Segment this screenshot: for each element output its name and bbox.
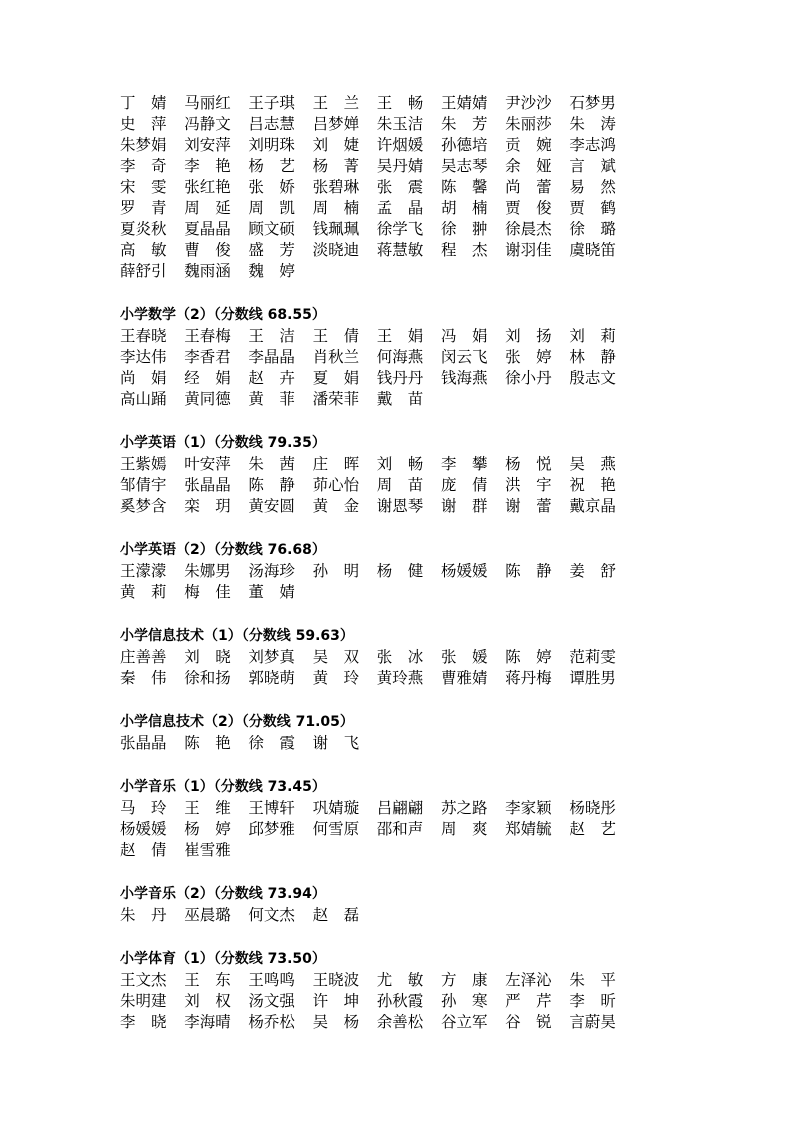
candidate-name: 尤 敏 [376,971,424,989]
candidate-name: 黄 菲 [248,390,295,408]
candidate-name: 张 震 [376,178,424,196]
candidate-name: 吴志琴 [440,157,488,175]
candidate-name: 林 静 [569,348,616,366]
candidate-name: 尚 娟 [120,369,167,387]
candidate-name: 谢羽佳 [505,241,552,259]
candidate-name: 叶安萍 [184,455,231,473]
candidate-name: 李志鸿 [569,136,616,154]
candidate-name: 孙德培 [440,136,488,154]
section-5 [120,712,640,754]
name-row [120,389,640,410]
candidate-name: 钱丹丹 [376,369,424,387]
candidate-name: 冯 娟 [440,327,488,345]
candidate-name: 杨 悦 [505,455,552,473]
candidate-name: 周 凯 [248,199,295,217]
name-row [120,970,640,991]
candidate-name: 王春梅 [184,327,231,345]
candidate-name: 董 婧 [248,583,295,601]
candidate-name: 姜 舒 [569,562,616,580]
candidate-name: 尹沙沙 [505,94,552,112]
section-3 [120,540,640,603]
candidate-name: 丁 婧 [120,94,167,112]
candidate-name: 栾 玥 [184,497,231,515]
section-8 [120,949,640,1033]
candidate-name: 王濛濛 [120,562,167,580]
candidate-name: 王紫嫣 [120,455,167,473]
name-row [120,475,640,496]
candidate-name: 黄 玲 [312,669,360,687]
candidate-name: 贾 鹤 [569,199,616,217]
candidate-name: 程 杰 [440,241,488,259]
candidate-name: 夏晶晶 [184,220,231,238]
name-row [120,1012,640,1033]
name-row [120,261,640,282]
candidate-name: 李 奇 [120,157,167,175]
candidate-name: 石梦男 [569,94,616,112]
candidate-name: 吴 杨 [312,1013,360,1031]
candidate-name: 李家颖 [505,799,552,817]
candidate-name: 朱玉洁 [376,115,424,133]
candidate-name: 王文杰 [120,971,167,989]
candidate-name: 王 维 [184,799,231,817]
name-row [120,840,640,861]
section-0 [120,93,640,282]
candidate-name: 赵 倩 [120,841,167,859]
name-row [120,198,640,219]
section-heading: 小学体育（1）（分数线 73.50） [120,951,326,967]
candidate-name: 黄玲燕 [376,669,424,687]
candidate-name: 刘 扬 [505,327,552,345]
candidate-name: 张碧琳 [312,178,360,196]
candidate-name: 崔雪雅 [184,841,231,859]
candidate-name: 钱海燕 [440,369,488,387]
candidate-name: 吕翩翩 [376,799,424,817]
candidate-name: 严 芹 [505,992,552,1010]
candidate-name: 魏 婷 [248,262,295,280]
candidate-name: 杨乔松 [248,1013,295,1031]
candidate-name: 孙 明 [312,562,360,580]
candidate-name: 张 媛 [440,648,488,666]
candidate-name: 杨媛媛 [440,562,488,580]
candidate-name: 盛 芳 [248,241,295,259]
candidate-name: 黄 金 [312,497,360,515]
section-heading: 小学英语（2）（分数线 76.68） [120,542,326,558]
candidate-name: 谢 群 [440,497,488,515]
candidate-name: 邹倩宇 [120,476,167,494]
candidate-name: 赵 卉 [248,369,295,387]
candidate-name: 王 兰 [312,94,360,112]
candidate-name: 张 冰 [376,648,424,666]
candidate-name: 谢 飞 [312,734,360,752]
candidate-name: 经 娟 [184,369,231,387]
candidate-name: 孟 晶 [376,199,424,217]
candidate-name: 李达伟 [120,348,167,366]
section-heading: 小学音乐（1）（分数线 73.45） [120,779,326,795]
section-1 [120,305,640,410]
candidate-name: 茆心怡 [312,476,360,494]
name-row [120,368,640,389]
name-row [120,177,640,198]
candidate-name: 史 萍 [120,115,167,133]
candidate-name: 汤海珍 [248,562,295,580]
candidate-name: 汤文强 [248,992,295,1010]
name-row [120,582,640,603]
section-heading: 小学英语（1）（分数线 79.35） [120,435,326,451]
candidate-name: 薛舒引 [120,262,167,280]
candidate-name: 张晶晶 [120,734,167,752]
candidate-name: 宋 雯 [120,178,167,196]
candidate-name: 左泽沁 [505,971,552,989]
section-heading: 小学音乐（2）（分数线 73.94） [120,886,326,902]
candidate-name: 刘 畅 [376,455,424,473]
candidate-name: 陈 婷 [505,648,552,666]
candidate-name: 王博轩 [248,799,295,817]
candidate-name: 王鸣鸣 [248,971,295,989]
candidate-name: 谷 锐 [505,1013,552,1031]
candidate-name: 郑婧毓 [505,820,552,838]
section-2 [120,433,640,517]
candidate-name: 朱 平 [569,971,616,989]
candidate-name: 谷立军 [440,1013,488,1031]
candidate-name: 言 斌 [569,157,616,175]
candidate-name: 徐学飞 [376,220,424,238]
candidate-name: 秦 伟 [120,669,167,687]
candidate-name: 朱 茜 [248,455,295,473]
candidate-name: 何雪原 [312,820,360,838]
name-row [120,240,640,261]
name-row [120,347,640,368]
name-row [120,819,640,840]
candidate-name: 巩婧璇 [312,799,360,817]
candidate-name: 高山踊 [120,390,167,408]
candidate-name: 谢恩琴 [376,497,424,515]
candidate-name: 王子琪 [248,94,295,112]
candidate-name: 张红艳 [184,178,231,196]
candidate-name: 朱梦娟 [120,136,167,154]
candidate-name: 吕志慧 [248,115,295,133]
name-row [120,219,640,240]
candidate-name: 王 倩 [312,327,360,345]
candidate-name: 祝 艳 [569,476,616,494]
candidate-name: 何海燕 [376,348,424,366]
candidate-name: 徐和扬 [184,669,231,687]
candidate-name: 顾文硕 [248,220,295,238]
candidate-name: 高 敏 [120,241,167,259]
candidate-name: 王晓波 [312,971,360,989]
candidate-name: 刘明珠 [248,136,295,154]
candidate-name: 吴 燕 [569,455,616,473]
candidate-name: 杨 菁 [312,157,360,175]
candidate-name: 余 娅 [505,157,552,175]
name-row [120,798,640,819]
candidate-name: 李海晴 [184,1013,231,1031]
candidate-name: 梅 佳 [184,583,231,601]
candidate-name: 陈 艳 [184,734,231,752]
section-6 [120,777,640,861]
candidate-name: 王 畅 [376,94,424,112]
candidate-name: 邵和声 [376,820,424,838]
section-heading: 小学信息技术（2）（分数线 71.05） [120,714,354,730]
candidate-name: 张 娇 [248,178,295,196]
candidate-name: 许 坤 [312,992,360,1010]
candidate-name: 何文杰 [248,906,295,924]
candidate-name: 吕梦婵 [312,115,360,133]
name-row [120,733,640,754]
candidate-name: 蒋慧敏 [376,241,424,259]
candidate-name: 徐 翀 [440,220,488,238]
candidate-name: 方 康 [440,971,488,989]
candidate-name: 巫晨璐 [184,906,231,924]
candidate-name: 魏雨涵 [184,262,231,280]
candidate-name: 赵 磊 [312,906,360,924]
candidate-name: 王 洁 [248,327,295,345]
candidate-name: 王 东 [184,971,231,989]
candidate-name: 孙 寒 [440,992,488,1010]
candidate-name: 黄安圆 [248,497,295,515]
candidate-name: 徐 霞 [248,734,295,752]
candidate-name: 曹 俊 [184,241,231,259]
candidate-name: 戴京晶 [569,497,616,515]
candidate-name: 杨 艺 [248,157,295,175]
section-heading: 小学数学（2）（分数线 68.55） [120,307,326,323]
candidate-name: 庄善善 [120,648,167,666]
candidate-name: 李 昕 [569,992,616,1010]
candidate-name: 王 娟 [376,327,424,345]
name-row [120,561,640,582]
candidate-name: 罗 青 [120,199,167,217]
candidate-name: 徐 璐 [569,220,616,238]
candidate-name: 吴 双 [312,648,360,666]
section-heading: 小学信息技术（1）（分数线 59.63） [120,628,354,644]
candidate-name: 许烟媛 [376,136,424,154]
candidate-name: 朱娜男 [184,562,231,580]
candidate-name: 张 婷 [505,348,552,366]
candidate-name: 周 延 [184,199,231,217]
candidate-name: 马 玲 [120,799,167,817]
candidate-name: 潘荣菲 [312,390,360,408]
candidate-name: 刘 晓 [184,648,231,666]
name-row [120,156,640,177]
candidate-name: 刘 权 [184,992,231,1010]
candidate-name: 朱 涛 [569,115,616,133]
candidate-name: 庄 晖 [312,455,360,473]
candidate-name: 孙秋霞 [376,992,424,1010]
candidate-name: 刘 婕 [312,136,360,154]
candidate-name: 李晶晶 [248,348,295,366]
candidate-name: 周 苗 [376,476,424,494]
candidate-name: 淡晓迪 [312,241,360,259]
candidate-name: 刘安萍 [184,136,231,154]
name-row [120,93,640,114]
candidate-name: 李香君 [184,348,231,366]
candidate-name: 马丽红 [184,94,231,112]
candidate-name: 周 爽 [440,820,488,838]
section-4 [120,626,640,689]
candidate-name: 夏 娟 [312,369,360,387]
candidate-name: 杨媛媛 [120,820,167,838]
candidate-name: 黄 莉 [120,583,167,601]
candidate-name: 余善松 [376,1013,424,1031]
candidate-name: 谢 蕾 [505,497,552,515]
candidate-name: 徐小丹 [505,369,552,387]
candidate-name: 周 楠 [312,199,360,217]
candidate-name: 谭胜男 [569,669,616,687]
name-row [120,647,640,668]
candidate-name: 易 然 [569,178,616,196]
candidate-name: 王婧婧 [440,94,488,112]
name-row [120,135,640,156]
name-row [120,991,640,1012]
candidate-name: 赵 艺 [569,820,616,838]
candidate-name: 苏之路 [440,799,488,817]
candidate-name: 曹雅婧 [440,669,488,687]
candidate-name: 朱 丹 [120,906,167,924]
candidate-name: 庞 倩 [440,476,488,494]
candidate-name: 杨 婷 [184,820,231,838]
candidate-name: 李 艳 [184,157,231,175]
candidate-name: 杨晓彤 [569,799,616,817]
name-row [120,905,640,926]
candidate-name: 范莉雯 [569,648,616,666]
candidate-name: 戴 苗 [376,390,424,408]
document-body [120,93,640,1056]
candidate-name: 洪 宇 [505,476,552,494]
candidate-name: 言蔚昊 [569,1013,616,1031]
candidate-name: 王春晓 [120,327,167,345]
candidate-name: 钱珮珮 [312,220,360,238]
candidate-name: 黄同德 [184,390,231,408]
candidate-name: 陈 静 [505,562,552,580]
candidate-name: 贡 婉 [505,136,552,154]
name-row [120,454,640,475]
candidate-name: 刘梦真 [248,648,295,666]
candidate-name: 郭晓萌 [248,669,295,687]
candidate-name: 闵云飞 [440,348,488,366]
candidate-name: 朱丽莎 [505,115,552,133]
candidate-name: 刘 莉 [569,327,616,345]
candidate-name: 李 晓 [120,1013,167,1031]
candidate-name: 奚梦含 [120,497,167,515]
candidate-name: 肖秋兰 [312,348,360,366]
candidate-name: 吴丹婧 [376,157,424,175]
candidate-name: 朱明建 [120,992,167,1010]
candidate-name: 胡 楠 [440,199,488,217]
name-row [120,326,640,347]
candidate-name: 邱梦雅 [248,820,295,838]
name-row [120,668,640,689]
name-row [120,496,640,517]
candidate-name: 虞晓笛 [569,241,616,259]
section-7 [120,884,640,926]
candidate-name: 冯静文 [184,115,231,133]
candidate-name: 尚 蕾 [505,178,552,196]
candidate-name: 张晶晶 [184,476,231,494]
candidate-name: 陈 馨 [440,178,488,196]
candidate-name: 殷志文 [569,369,616,387]
candidate-name: 陈 静 [248,476,295,494]
candidate-name: 李 攀 [440,455,488,473]
candidate-name: 徐晨杰 [505,220,552,238]
candidate-name: 杨 健 [376,562,424,580]
candidate-name: 夏炎秋 [120,220,167,238]
name-row [120,114,640,135]
candidate-name: 朱 芳 [440,115,488,133]
candidate-name: 贾 俊 [505,199,552,217]
candidate-name: 蒋丹梅 [505,669,552,687]
